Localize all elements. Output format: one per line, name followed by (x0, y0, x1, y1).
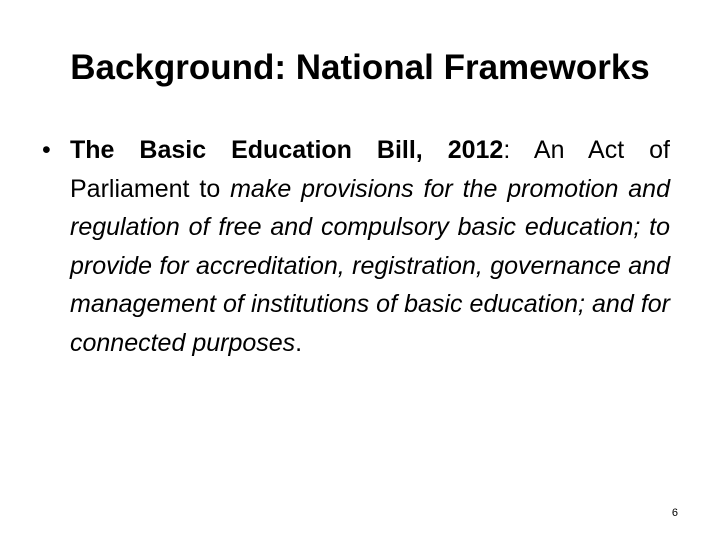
bill-description: make provisions for the promotion and regulation of free and compulsory basic education; to provide for accreditation, registration, governance and management of institutions of basic education; and for connected purposes (70, 174, 670, 357)
slide-number: 6 (671, 507, 678, 519)
bill-colon: : (503, 136, 511, 164)
bill-intro: An Act of Parliament to (70, 136, 670, 203)
bullet-text (70, 131, 670, 362)
bullet-icon: • (42, 136, 51, 164)
bill-terminal: . (295, 328, 303, 357)
bill-name: The Basic Education Bill, 2012 (70, 136, 504, 164)
bullet-item (42, 131, 670, 362)
slide-title: Background: National Frameworks (70, 48, 650, 87)
